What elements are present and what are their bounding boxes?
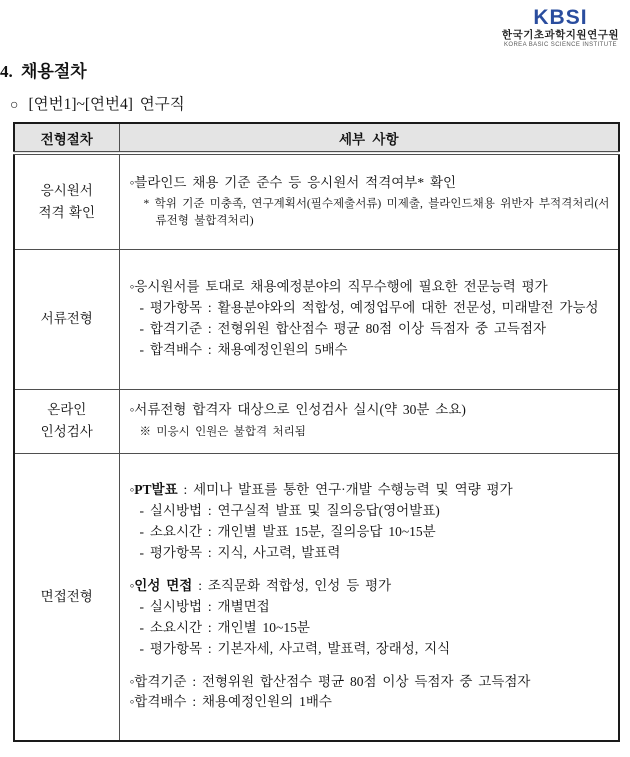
detail-line: ◦합격기준 : 전형위원 합산점수 평균 80점 이상 득점자 중 고득점자 (129, 673, 531, 689)
subsection-heading-text: [연번1]~[연번4] 연구직 (28, 96, 185, 113)
detail-line (130, 480, 613, 501)
bullet-glyph: ◦ (129, 482, 135, 498)
kbsi-logo-english-name: KOREA BASIC SCIENCE INSTITUTE (503, 41, 617, 48)
section-heading: 4. 채용절차 (0, 62, 87, 81)
recruitment-procedure-table (13, 122, 620, 742)
detail-reference-note: ※ 미응시 인원은 불합격 처리됨 (139, 426, 306, 439)
table-row-document-screening (14, 249, 619, 389)
detail-line: - 평가항목 : 지식, 사고력, 발표력 (139, 544, 341, 560)
kbsi-logo-mark: KBSI (533, 6, 588, 29)
table-row-application-check (14, 153, 619, 249)
block-title: 인성 면접 (134, 577, 193, 593)
bullet-glyph: ◦ (129, 577, 135, 593)
block-title-rest: : 조직문화 적합성, 인성 등 평가 (192, 577, 392, 593)
stage-label: 응시원서 (40, 183, 93, 199)
column-header-details: 세부 사항 (119, 123, 619, 153)
column-header-stage: 전형절차 (14, 123, 119, 153)
table-row-online-personality-test (14, 389, 619, 453)
detail-footnote: * 학위 기준 미충족, 연구계획서(필수제출서류) 미제출, 블라인드채용 위반자 부적격처리(서류전형 불합격처리) (143, 197, 610, 228)
detail-line: - 소요시간 : 개인별 10~15분 (139, 619, 310, 635)
detail-line: - 평가항목 : 기본자세, 사고력, 발표력, 장래성, 지식 (139, 640, 451, 656)
detail-line: ◦서류전형 합격자 대상으로 인성검사 실시(약 30분 소요) (129, 402, 466, 418)
detail-line: - 실시방법 : 연구실적 발표 및 질의응답(영어발표) (139, 503, 440, 519)
detail-line: - 합격배수 : 채용예정인원의 5배수 (139, 341, 348, 357)
detail-block-personality-interview (130, 576, 613, 660)
detail-line: - 합격기준 : 전형위원 합산점수 평균 80점 이상 득점자 중 고득점자 (139, 321, 547, 336)
detail-line: ◦응시원서를 토대로 채용예정분야의 직무수행에 필요한 전문능력 평가 (129, 279, 548, 295)
table-row-interview (14, 453, 619, 741)
detail-line: - 소요시간 : 개인별 발표 15분, 질의응답 10~15분 (139, 523, 436, 539)
stage-cell (14, 389, 119, 453)
stage-cell (14, 153, 119, 249)
stage-cell (14, 249, 119, 389)
table-header-row (14, 123, 619, 153)
detail-line: ◦블라인드 채용 기준 준수 등 응시원서 적격여부* 확인 (129, 175, 457, 191)
detail-cell (119, 389, 619, 453)
block-title-rest: : 세미나 발표를 통한 연구·개발 수행능력 및 역량 평가 (177, 482, 513, 498)
stage-cell (14, 453, 119, 741)
detail-cell (119, 153, 619, 249)
detail-cell (119, 453, 619, 741)
stage-label: 서류전형 (40, 311, 93, 327)
detail-line: - 평가항목 : 활용분야와의 적합성, 예정업무에 대한 전문성, 미래발전 가능성 (139, 300, 599, 316)
detail-line: - 실시방법 : 개별면접 (139, 598, 270, 614)
circle-bullet-icon: ○ (10, 98, 19, 113)
stage-label: 적격 확인 (38, 204, 96, 220)
detail-cell (119, 249, 619, 389)
stage-label: 인성검사 (40, 424, 93, 439)
stage-label: 면접전형 (40, 588, 93, 604)
detail-block-pt-presentation (130, 480, 613, 564)
detail-line: ◦합격배수 : 채용예정인원의 1배수 (129, 694, 332, 710)
stage-label: 온라인 (47, 402, 87, 418)
kbsi-logo-korean-name: 한국기초과학지원연구원 (501, 30, 619, 41)
kbsi-logo (502, 7, 619, 48)
detail-block-pass-criteria (130, 672, 613, 714)
subsection-heading (10, 92, 185, 114)
detail-line (130, 576, 613, 597)
block-title: PT발표 (134, 482, 178, 498)
